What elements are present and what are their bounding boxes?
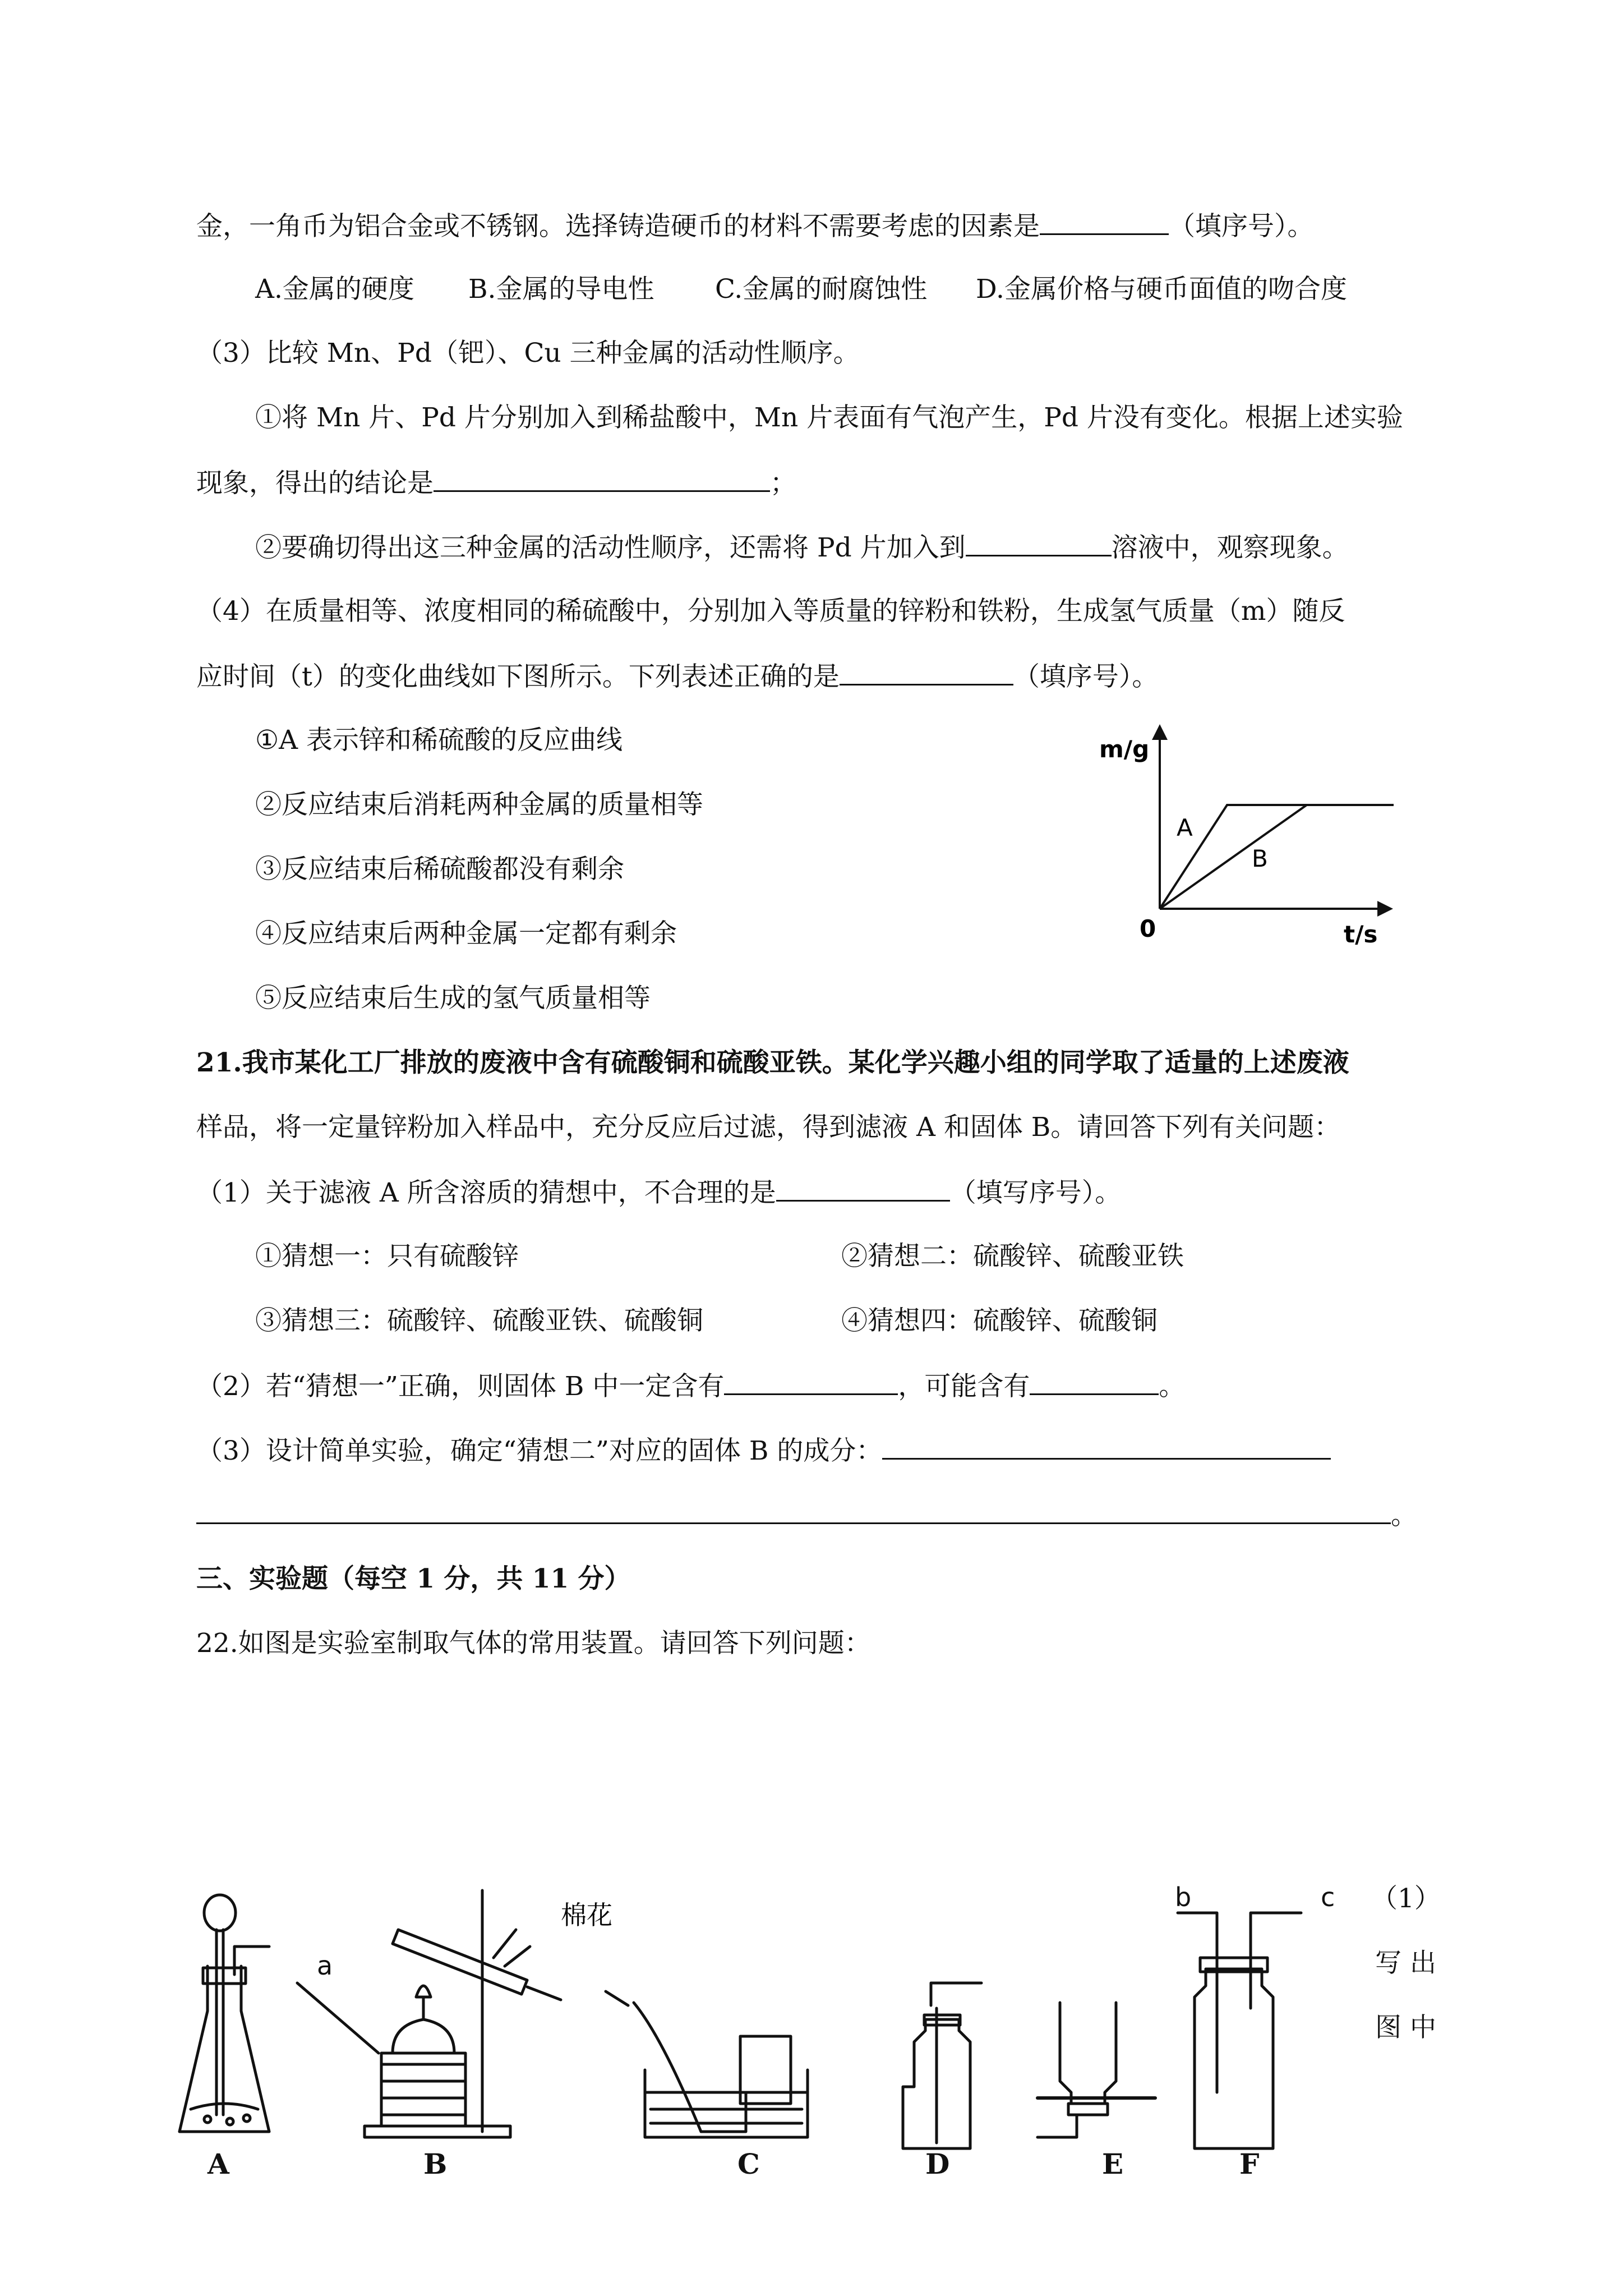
label-apparatus-c: C xyxy=(737,2147,760,2180)
guess-3: ③猜想三：硫酸锌、硫酸亚铁、硫酸铜 xyxy=(255,1305,703,1336)
q21-3-continued: 。 xyxy=(196,1498,1417,1533)
answer-blank[interactable] xyxy=(840,659,1013,685)
apparatus-c xyxy=(606,1991,808,2137)
label-apparatus-f: F xyxy=(1239,2147,1260,2180)
q2-text: 金，一角币为铝合金或不锈钢。选择铸造硬币的材料不需要考虑的因素是 （填序号）。 xyxy=(196,209,1314,243)
apparatus-d xyxy=(903,1983,981,2148)
statement-1: ①A 表示锌和稀硫酸的反应曲线 xyxy=(255,725,623,756)
q4-line1: （4）在质量相等、浓度相同的稀硫酸中，分别加入等质量的锌粉和铁粉，生成氢气质量（m）随反 xyxy=(196,596,1345,627)
cotton-label: 棉花 xyxy=(561,1900,612,1930)
statement-3: ③反应结束后稀硫酸都没有剩余 xyxy=(255,854,624,885)
answer-blank[interactable] xyxy=(882,1433,1331,1460)
x-axis-label: t/s xyxy=(1344,921,1378,948)
q3-item1-line2: 现象，得出的结论是 ； xyxy=(196,466,796,500)
q21-1: （1）关于滤液 A 所含溶质的猜想中，不合理的是 （填写序号）。 xyxy=(196,1175,1121,1210)
option-b: B.金属的导电性 xyxy=(468,274,654,305)
q21-line2: 样品，将一定量锌粉加入样品中，充分反应后过滤，得到滤液 A 和固体 B。请回答下列有关问题： xyxy=(196,1112,1341,1143)
answer-blank[interactable] xyxy=(196,1498,1391,1524)
answer-blank[interactable] xyxy=(724,1369,898,1395)
option-c: C.金属的耐腐蚀性 xyxy=(715,274,928,305)
q22-text: 22.如图是实验室制取气体的常用装置。请回答下列问题： xyxy=(196,1628,871,1659)
apparatus-a xyxy=(179,1895,269,2132)
label-apparatus-e: E xyxy=(1102,2147,1124,2180)
mark-b: b xyxy=(1175,1882,1192,1912)
q3-item2: ②要确切得出这三种金属的活动性顺序，还需将 Pd 片加入到 溶液中，观察现象。 xyxy=(255,530,1349,565)
statement-2: ②反应结束后消耗两种金属的质量相等 xyxy=(255,789,703,820)
curve-a xyxy=(1160,805,1394,909)
option-a: A.金属的硬度 xyxy=(255,274,414,305)
hydrogen-mass-graph xyxy=(1099,718,1402,954)
answer-blank[interactable] xyxy=(1040,209,1169,235)
side-q1-line2: 写 出 xyxy=(1375,1948,1436,1978)
q21-2: （2）若“猜想一”正确，则固体 B 中一定含有 ，可能含有 。 xyxy=(196,1369,1185,1404)
section-3-heading: 三、实验题（每空 1 分，共 11 分） xyxy=(196,1563,631,1594)
q4-line2: 应时间（t）的变化曲线如下图所示。下列表述正确的是 （填序号）。 xyxy=(196,659,1158,694)
apparatus-figure xyxy=(157,1868,1363,2188)
side-q1: （1） xyxy=(1371,1883,1441,1914)
q21-line1: 21.我市某化工厂排放的废液中含有硫酸铜和硫酸亚铁。某化学兴趣小组的同学取了适量的上述废液 xyxy=(196,1047,1349,1078)
y-axis-label: m/g xyxy=(1099,735,1150,763)
guess-2: ②猜想二：硫酸锌、硫酸亚铁 xyxy=(841,1241,1184,1272)
q21-3: （3）设计简单实验，确定“猜想二”对应的固体 B 的成分： xyxy=(196,1433,1331,1468)
option-d: D.金属价格与硬币面值的吻合度 xyxy=(976,274,1347,305)
label-apparatus-a: A xyxy=(208,2147,229,2180)
statement-4: ④反应结束后两种金属一定都有剩余 xyxy=(255,918,677,949)
origin-label: 0 xyxy=(1140,915,1156,942)
q3-heading: （3）比较 Mn、Pd（钯）、Cu 三种金属的活动性顺序。 xyxy=(196,338,860,369)
mark-a: a xyxy=(317,1950,333,1981)
answer-blank[interactable] xyxy=(966,530,1112,556)
guess-4: ④猜想四：硫酸锌、硫酸铜 xyxy=(841,1305,1158,1336)
statement-5: ⑤反应结束后生成的氢气质量相等 xyxy=(255,983,651,1014)
apparatus-f xyxy=(1178,1913,1301,2148)
apparatus-b xyxy=(297,1890,561,2137)
mark-c: c xyxy=(1321,1882,1335,1912)
q3-item1-line1: ①将 Mn 片、Pd 片分别加入到稀盐酸中，Mn 片表面有气泡产生，Pd 片没有变化。根据上述实验 xyxy=(255,402,1403,433)
guess-1: ①猜想一：只有硫酸锌 xyxy=(255,1241,519,1272)
label-apparatus-d: D xyxy=(925,2147,950,2180)
answer-blank[interactable] xyxy=(776,1175,950,1202)
apparatus-e xyxy=(1038,2003,1155,2137)
side-q1-line3: 图 中 xyxy=(1375,2012,1436,2043)
curve-b-label: B xyxy=(1252,845,1268,872)
answer-blank[interactable] xyxy=(434,466,770,492)
answer-blank[interactable] xyxy=(1030,1369,1159,1395)
curve-a-label: A xyxy=(1177,814,1193,841)
label-apparatus-b: B xyxy=(423,2147,448,2180)
